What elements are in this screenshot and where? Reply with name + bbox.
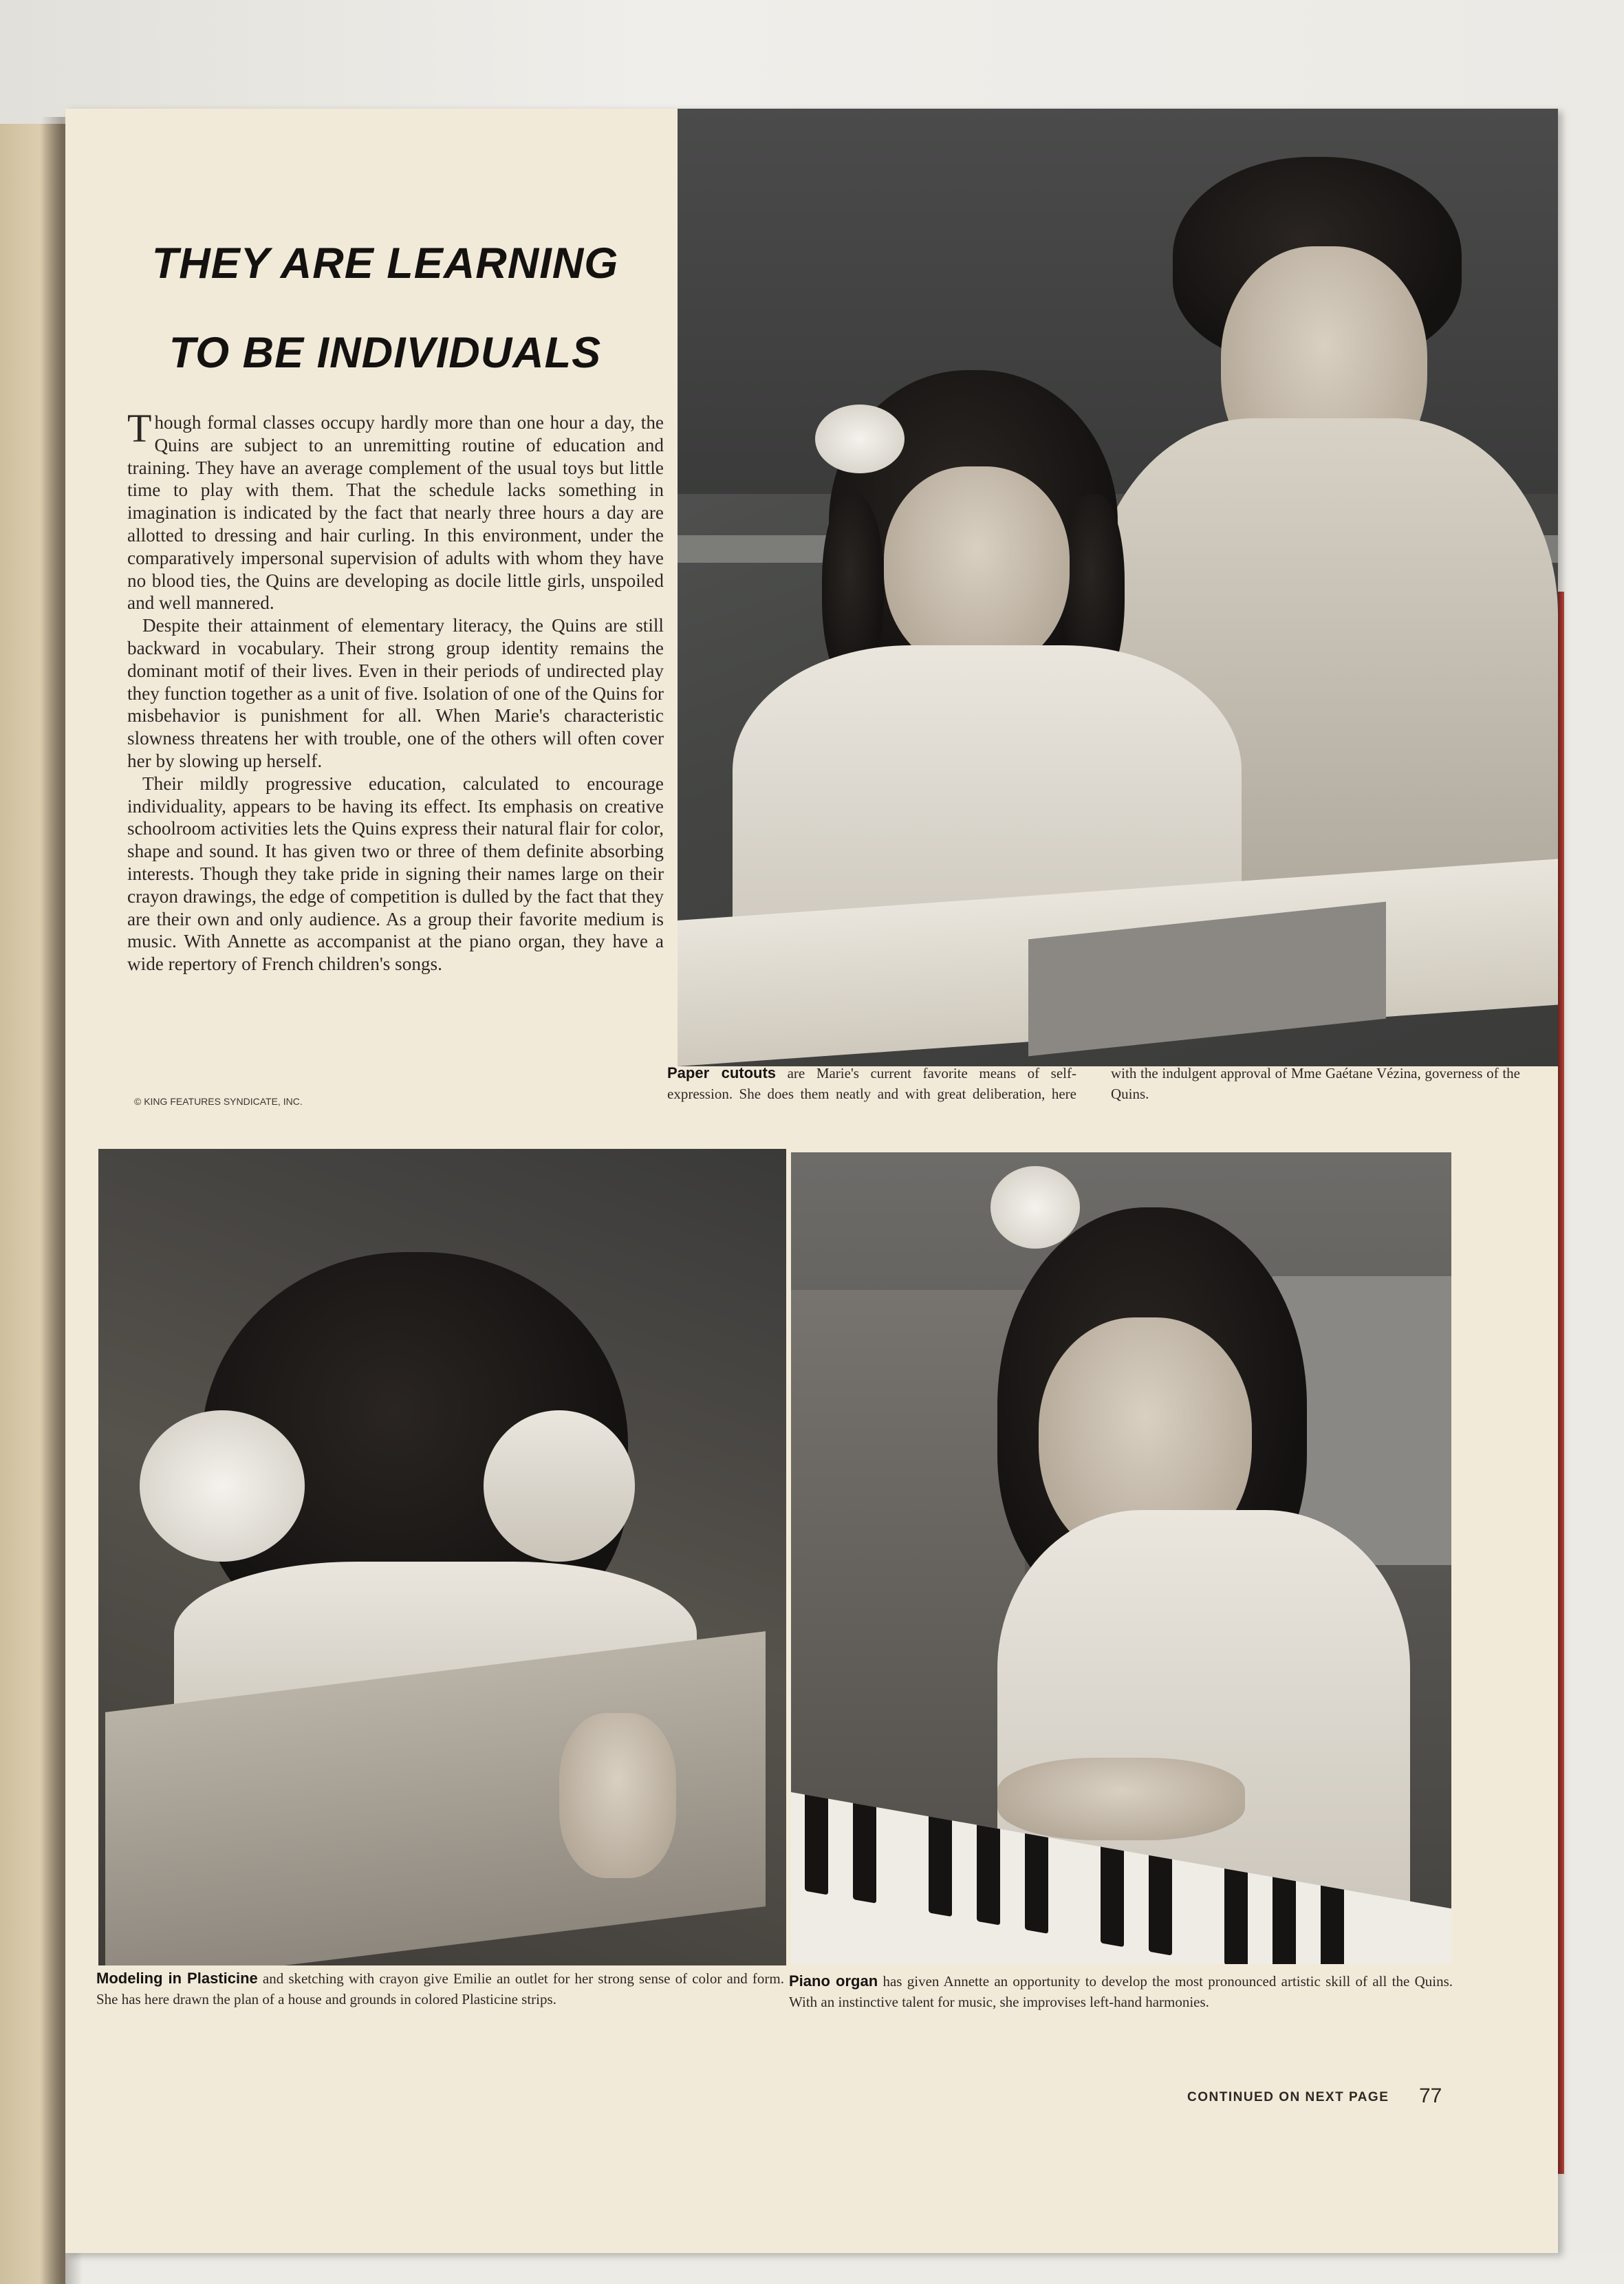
hair-bow	[990, 1166, 1080, 1249]
caption-modeling-plasticine	[96, 1968, 784, 2010]
caption-text: has given Annette an opportunity to develop the most pronounced artistic skill of all the Quins. With an instinctive talent for music, she improvises left-hand harmonies.	[789, 1973, 1453, 2010]
black-key	[853, 1803, 876, 1904]
black-key	[1149, 1855, 1172, 1956]
article-paragraph-2: Despite their attainment of elementary literacy, the Quins are still backward in vocabulary. Their strong group identity remains the dominant motif of their lives. Even in their periods of undirected play they function together as a unit of five. Isolation of one of the Quins for misbehavior is punishment for all. When Marie's characteristic slowness threatens her with trouble, one of the others will often cover her by slowing up herself.	[127, 615, 664, 771]
headline	[124, 219, 647, 398]
drop-cap: T	[127, 406, 152, 451]
caption-paper-cutouts	[667, 1063, 1520, 1104]
caption-lead: Piano organ	[789, 1972, 878, 1990]
caption-lead: Modeling in Plasticine	[96, 1970, 258, 1987]
black-key	[1025, 1833, 1048, 1934]
bookshelf	[791, 1290, 1025, 1840]
photo-piano-organ	[791, 1152, 1451, 1964]
dress-sleeve	[484, 1410, 635, 1562]
paragraph-1-text: hough formal classes occupy hardly more than one hour a day, the Quins are subject to an unremitting routine of education and training. They have an average complement of the usual toys but little time to play with them. That the schedule lacks something in imagination is indicated by the fact that nearly three hours a day are allotted to dressing and hair curling. In this environment, under the comparatively impersonal supervision of adults with whom they have no blood ties, the Quins are developing as docile little girls, unspoiled and well mannered.	[127, 412, 664, 614]
article-body	[127, 406, 664, 976]
black-key	[1101, 1846, 1124, 1947]
caption-lead: Paper cutouts	[667, 1064, 777, 1081]
black-key	[1273, 1877, 1296, 1964]
photo-modeling-plasticine	[98, 1149, 786, 1965]
caption-text: and sketching with crayon give Emilie an outlet for her strong sense of color and form. She has here drawn the plan of a house and grounds in colored Plasticine strips.	[96, 1970, 784, 2007]
photo-paper-cutouts	[678, 109, 1558, 1066]
black-key	[1224, 1868, 1248, 1964]
headline-line-2: TO BE INDIVIDUALS	[169, 329, 602, 377]
girl-hand	[559, 1713, 676, 1878]
article-paragraph-1	[127, 406, 664, 614]
caption-text: are Marie's current favorite means of self-expression. She does them neatly and with great deliberation, here with the indulgent approval of Mme Gaétane Vézina, governess of the Quins.	[667, 1065, 1520, 1102]
girl-hands	[997, 1758, 1245, 1840]
caption-piano-organ	[789, 1971, 1453, 2012]
black-key	[929, 1816, 952, 1917]
page-number: 77	[1419, 2084, 1442, 2107]
girl-face	[884, 466, 1070, 673]
magazine-page	[65, 109, 1558, 2253]
hair-bow	[815, 405, 905, 473]
hair-bow	[140, 1410, 305, 1562]
copyright-notice: © KING FEATURES SYNDICATE, INC.	[134, 1096, 303, 1107]
black-key	[805, 1795, 828, 1895]
headline-line-1: THEY ARE LEARNING	[151, 239, 619, 288]
black-key	[977, 1825, 1000, 1926]
article-paragraph-3: Their mildly progressive education, calculated to encourage individuality, appears to be having its effect. Its emphasis on creative schoolroom activities lets the Quins express their natural flair for color, shape and sound. It has given two or three of them definite absorbing interests. Though they take pride in signing their names large on their crayon drawings, the edge of competition is dulled by the fact that they are their own and only audience. As a group their favorite medium is music. With Annette as accompanist at the piano organ, they have a wide repertory of French children's songs.	[127, 773, 664, 975]
black-key	[1321, 1886, 1344, 1964]
continued-on-next-page: CONTINUED ON NEXT PAGE	[1187, 2090, 1389, 2104]
